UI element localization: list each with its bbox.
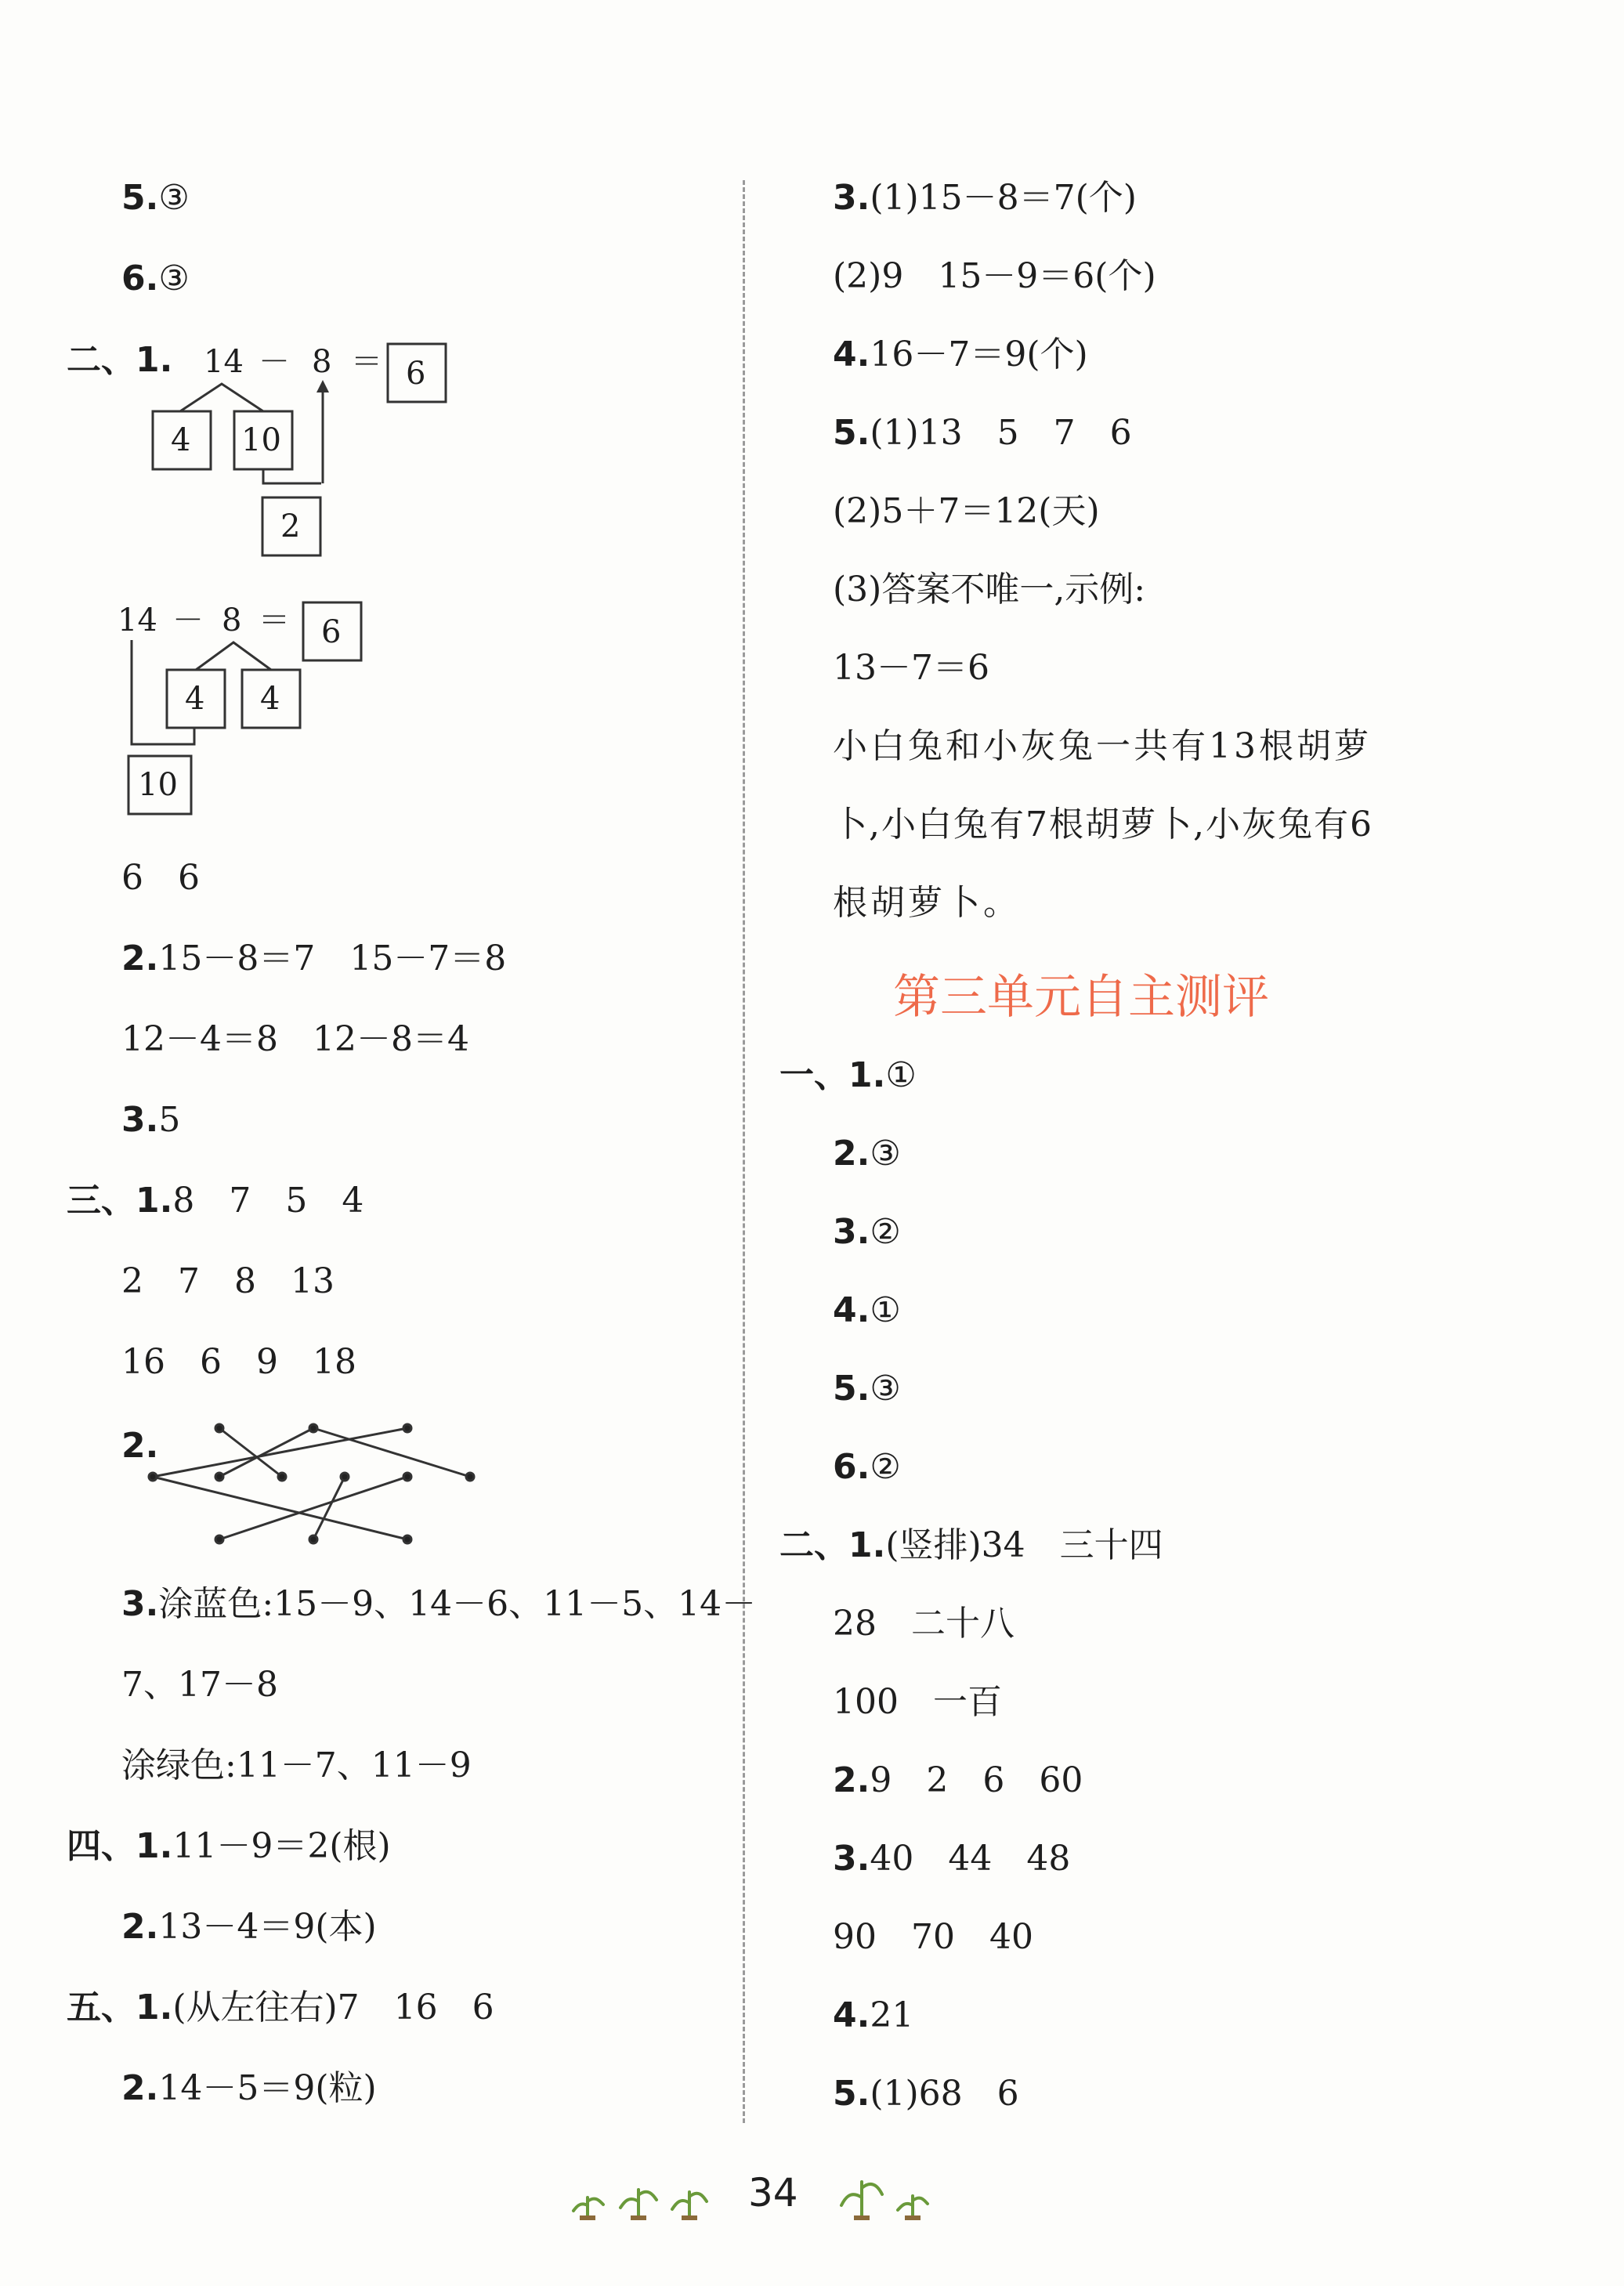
answer-line-16: 16 6 9 18 (121, 1342, 356, 1382)
operator: － (259, 344, 290, 380)
answer-2-3: 3.5 (121, 1100, 181, 1140)
unit-answer-2-3b: 90 70 40 (833, 1917, 1033, 1957)
split-a: 4 (185, 681, 205, 717)
unit-answer-1-1: 一、1.① (779, 1055, 917, 1095)
split-a: 4 (171, 422, 191, 458)
answer-line-7: 7、17－8 (121, 1665, 278, 1705)
answer-r5f: 卜,小白兔有7根胡萝卜,小灰兔有6 (833, 805, 1373, 845)
operator: － (172, 602, 204, 638)
answer-r3b: (2)9 15－9＝6(个) (833, 256, 1156, 296)
answer-r5e: 小白兔和小灰兔一共有13根胡萝 (833, 726, 1372, 766)
unit-answer-2-4: 4.21 (833, 1995, 914, 2035)
carry: 2 (280, 508, 301, 544)
sprout-decoration-right (838, 2166, 932, 2225)
unit-answer-2-1b: 28 二十八 (833, 1604, 1015, 1644)
answer-1-5: 5.③ (121, 178, 190, 218)
answer-1-6: 6.③ (121, 259, 190, 298)
split-b: 4 (260, 681, 280, 717)
result: 6 (321, 614, 342, 650)
answer-4-2: 2.13－4＝9(本) (121, 1907, 377, 1947)
unit-answer-1-5: 5.③ (833, 1369, 901, 1409)
section-title: 第三单元自主测评 (893, 970, 1269, 1025)
decomposition-diagram-b (118, 599, 431, 827)
split-b: 10 (241, 422, 281, 458)
unit-answer-2-1c: 100 一百 (833, 1682, 1002, 1722)
unit-answer-2-1: 二、1.(竖排)34 三十四 (779, 1525, 1163, 1565)
minuend: 14 (118, 602, 157, 638)
unit-answer-1-6: 6.② (833, 1447, 901, 1487)
unit-answer-1-4: 4.① (833, 1290, 901, 1330)
answer-r5c: (3)答案不唯一,示例: (833, 570, 1146, 609)
answer-5-1: 五、1.(从左往右)7 16 6 (67, 1988, 494, 2027)
section-2-label: 二、1. (67, 340, 173, 380)
equals: ＝ (259, 602, 290, 638)
answer-3-1: 三、1.8 7 5 4 (67, 1181, 364, 1221)
answer-line-green: 涂绿色:11－7、11－9 (121, 1745, 472, 1785)
column-divider (743, 180, 745, 2123)
answer-3-3: 3.涂蓝色:15－9、14－6、11－5、14－ (121, 1584, 757, 1624)
result: 6 (406, 356, 426, 392)
answer-3-2: 2. (121, 1426, 159, 1466)
minuend: 14 (204, 344, 244, 380)
unit-answer-1-3: 3.② (833, 1212, 901, 1252)
answer-4-1: 四、1.11－9＝2(根) (67, 1826, 391, 1866)
answer-5-2: 2.14－5＝9(粒) (121, 2068, 377, 2108)
answer-r5d: 13－7＝6 (833, 648, 989, 688)
unit-answer-2-2: 2.9 2 6 60 (833, 1760, 1083, 1800)
equals: ＝ (351, 344, 382, 380)
answer-line-12: 12－4＝8 12－8＝4 (121, 1019, 469, 1059)
unit-answer-1-2: 2.③ (833, 1134, 901, 1174)
carry: 10 (138, 767, 178, 803)
answer-r3: 3.(1)15－8＝7(个) (833, 178, 1137, 218)
answer-r5b: (2)5＋7＝12(天) (833, 491, 1100, 531)
answer-r5: 5.(1)13 5 7 6 (833, 413, 1132, 453)
page-number: 34 (748, 2170, 798, 2215)
answer-2-2: 2.15－8＝7 15－7＝8 (121, 939, 507, 978)
subtrahend: 8 (222, 602, 242, 638)
decomposition-diagram-a (149, 341, 462, 568)
unit-answer-2-3: 3.40 44 48 (833, 1839, 1071, 1879)
answer-r4: 4.16－7＝9(个) (833, 335, 1088, 374)
unit-answer-2-5: 5.(1)68 6 (833, 2074, 1019, 2114)
answer-line-2: 2 7 8 13 (121, 1261, 335, 1301)
matching-lines (153, 1422, 482, 1547)
answer-r5g: 根胡萝卜。 (833, 883, 1021, 923)
subtrahend: 8 (312, 344, 332, 380)
answer-line-66: 6 6 (121, 858, 200, 898)
sprout-decoration-left (572, 2170, 713, 2225)
